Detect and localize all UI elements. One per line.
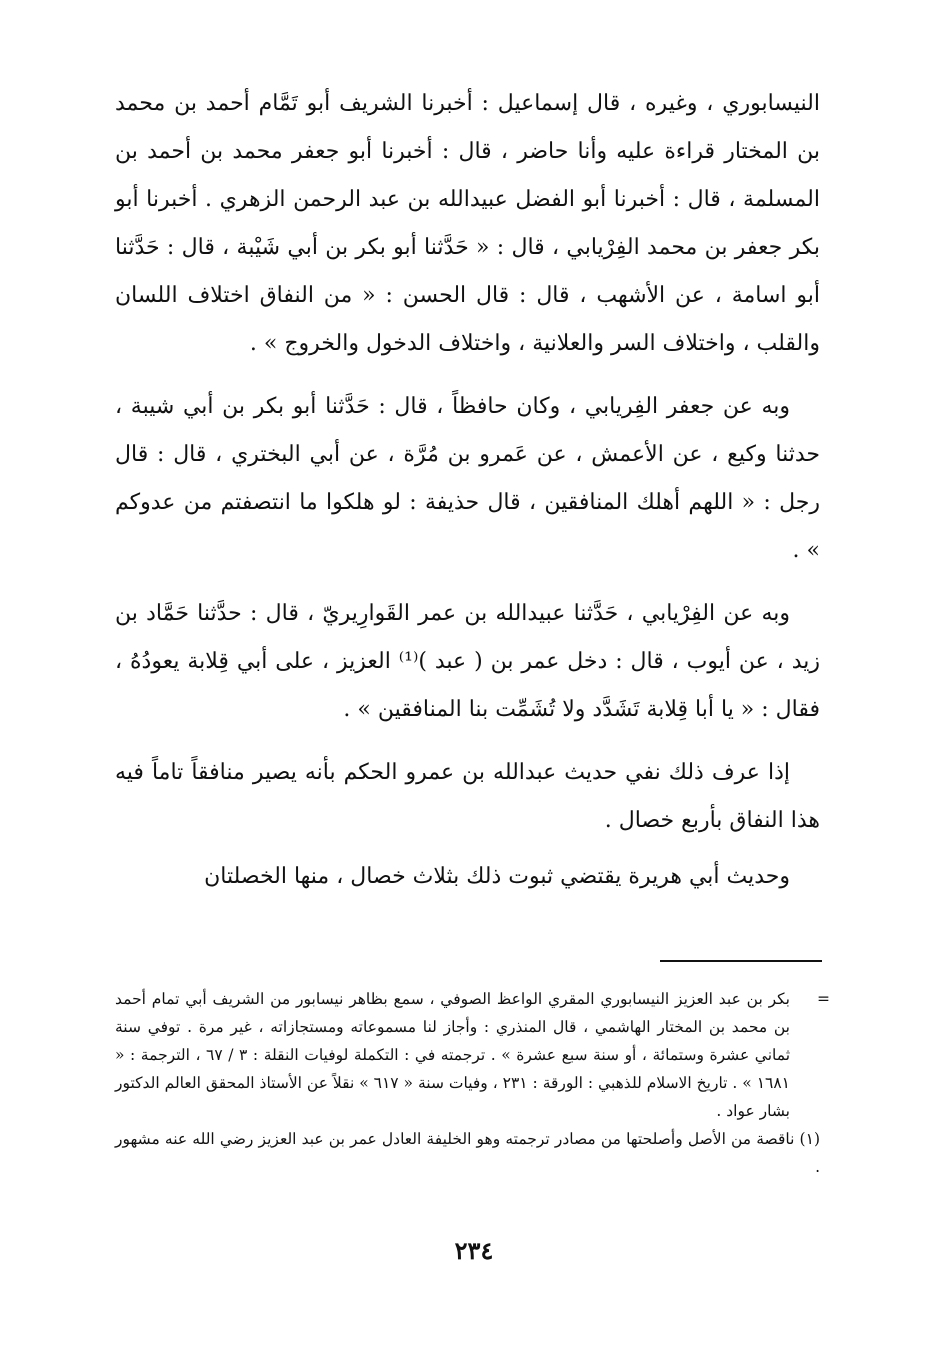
footnote-continuation-text: بكر بن عبد العزيز النيسابوري المقري الواعظ الصوفي ، سمع بظاهر نيسابور من الشريف أبي تمام أحمد بن محمد بن المختار الهاشمي ، قال المنذري : وأجاز لنا مسموعاته ومستجازاته ، غير مرة . توفي سنة ثماني عشرة وستمائة ، أو سنة سبع عشرة » . ترجمته في : التكملة لوفيات النقلة : ٣ / ٦٧ ، الترجمة : « ١٦٨١ » . تاريخ الاسلام للذهبي : الورقة : ٢٣١ ، وفيات سنة « ٦١٧ » نقلاً عن الأستاذ المحقق العالم الدكتور بشار عواد .	[115, 990, 791, 1120]
continuation-mark: =	[817, 990, 830, 1008]
footnote-continuation	[115, 985, 830, 1125]
paragraph-3: وبه عن الفِرْيابي ، حَدَّثنا عبيدالله بن عمر القَوارِيريّ ، قال : حدَّثنا حَمَّاد بن زيد ، عن أيوب ، قال : دخل عمر بن ( عبد )⁽¹⁾ العزيز ، على أبي قِلابة يعودُهُ ، فقال : « يا أبا قِلابة تَشَدَّد ولا تُشَمِّت بنا المنافقين » .	[115, 601, 820, 722]
paragraph-1: النيسابوري ، وغيره ، قال إسماعيل : أخبرنا الشريف أبو تَمَّام أحمد بن محمد بن المختار قراءة عليه وأنا حاضر ، قال : أخبرنا أبو جعفر محمد بن أحمد بن المسلمة ، قال : أخبرنا أبو الفضل عبيدالله بن عبد الرحمن الزهري . أخبرنا أبو بكر جعفر بن محمد الفِرْيابي ، قال : « حَدَّثنا أبو بكر بن أبي شَيْبة ، قال : حَدَّثنا أبو اسامة ، عن الأشهب ، قال : قال الحسن : « من النفاق اختلاف اللسان والقلب ، واختلاف السر والعلانية ، واختلاف الدخول والخروج » .	[115, 91, 821, 356]
footnote-1: (١) ناقصة من الأصل وأصلحتها من مصادر ترجمته وهو الخليفة العادل عمر بن عبد العزيز رضي الله عنه مشهور .	[115, 1130, 820, 1176]
paragraph-4: إذا عرف ذلك نفي حديث عبدالله بن عمرو الحكم بأنه يصير منافقاً تاماً فيه هذا النفاق بأربع خصال .	[115, 760, 820, 833]
paragraph-5: وحديث أبي هريرة يقتضي ثبوت ذلك بثلاث خصال ، منها الخصلتان	[204, 864, 790, 889]
paragraph-2: وبه عن جعفر الفِريابي ، وكان حافظاً ، قال : حَدَّثنا أبو بكر بن أبي شيبة ، حدثنا وكيع ، عن الأعمش ، عن عَمرو بن مُرَّة ، عن أبي البختري ، قال : قال رجل : « اللهم أهلك المنافقين ، قال حذيفة : لو هلكوا ما انتصفتم من عدوكم » .	[115, 394, 820, 563]
page-number: ٢٣٤	[454, 1236, 494, 1265]
footnote-separator	[660, 960, 822, 962]
footnotes	[115, 985, 830, 1181]
main-text	[115, 80, 820, 901]
